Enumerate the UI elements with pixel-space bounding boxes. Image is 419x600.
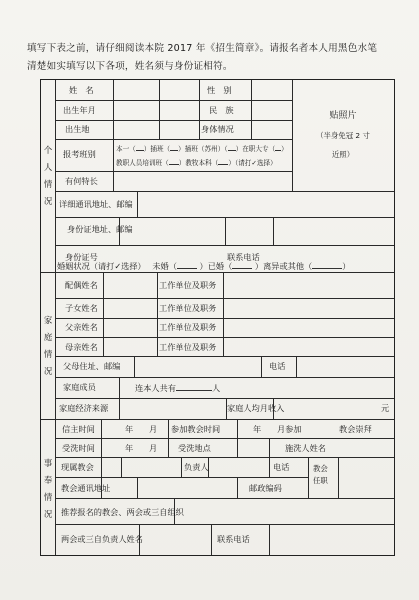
col-line	[269, 524, 270, 555]
recommender-label: 推荐报名的教会、两会或三自组织	[61, 507, 184, 517]
col-line	[137, 477, 138, 498]
row-line	[55, 356, 394, 357]
form-instructions	[27, 40, 397, 76]
photo-box	[293, 108, 393, 160]
contact-phone-label: 联系电话	[217, 534, 250, 544]
section-family-label: 家 庭 情 况	[43, 315, 53, 376]
row-line	[55, 498, 394, 499]
church-address-label: 教会通讯地址	[61, 483, 111, 493]
col-line	[103, 272, 104, 356]
children-label: 子女姓名	[65, 303, 98, 313]
current-church-label: 现属教会	[61, 462, 94, 472]
col-line	[251, 80, 252, 139]
baptism-month: 月	[149, 443, 158, 453]
row-line	[55, 398, 394, 399]
birth-date-label: 出生年月	[63, 105, 96, 115]
row-line	[55, 438, 394, 439]
mother-work-label: 工作单位及职务	[159, 342, 217, 352]
children-work-label: 工作单位及职务	[159, 303, 217, 313]
row-line	[55, 298, 394, 299]
church-post-label: 教会 任职	[313, 464, 328, 485]
parents-address-label: 父母住址、邮编	[63, 361, 121, 371]
row-line	[55, 139, 292, 140]
phone-label: 联系电话	[227, 252, 260, 262]
col-line	[269, 438, 270, 478]
address-label: 详细通讯地址、邮编	[59, 199, 133, 209]
ethnicity-label: 民 族	[209, 105, 234, 115]
col-line	[157, 272, 158, 356]
instruction-line-2: 清楚如实填写以下各项，姓名须与身份证相符。	[27, 61, 233, 72]
instruction-line-1: 填写下表之前，请仔细阅读本院 2017 年《招生简章》。请报名者本人用黑色水笔	[27, 43, 378, 54]
photo-title: 贴照片	[329, 111, 357, 121]
baptism-year: 年	[125, 443, 134, 453]
row-line	[55, 100, 292, 101]
join-month: 月参加	[277, 424, 302, 434]
church-phone-label: 电话	[273, 462, 290, 472]
talent-label: 有何特长	[65, 176, 98, 186]
row-line	[55, 477, 308, 478]
col-line	[119, 377, 120, 419]
father-label: 父亲姓名	[65, 322, 98, 332]
believe-time-label: 信主时间	[62, 424, 95, 434]
income-source-label: 家庭经济来源	[59, 403, 109, 413]
photo-note-1: （半身免冠 2 寸	[316, 131, 370, 140]
class-options-row-2: 教职人员培训班（ ）教牧本科（ ）（请打✓选择）	[116, 156, 277, 169]
join-church-label: 参加教会时间	[171, 424, 221, 434]
col-line	[338, 457, 339, 498]
income-per-capita-label: 家庭人均月收入	[227, 403, 285, 413]
baptism-time-label: 受洗时间	[62, 443, 95, 453]
col-line	[159, 80, 160, 139]
baptizer-label: 施洗人姓名	[285, 443, 326, 453]
id-number-label: 身份证号	[65, 252, 98, 262]
father-work-label: 工作单位及职务	[159, 322, 217, 332]
class-options-row-1: 本一（ ）插班（ ）插班（苏州）（ ）在职大专（ ）	[116, 142, 288, 155]
parents-phone-label: 电话	[269, 361, 286, 371]
name-label: 姓 名	[69, 85, 94, 95]
col-line	[211, 524, 212, 555]
class-label: 报考班别	[63, 149, 96, 159]
col-line	[225, 217, 226, 245]
join-year: 年	[253, 424, 262, 434]
col-line	[137, 191, 138, 217]
spouse-label: 配偶姓名	[65, 280, 98, 290]
marriage-status-row: 婚姻状况（请打✓选择） 未婚（ ）已婚（ ）离异或其他（ ）	[57, 261, 351, 271]
row-line	[55, 245, 394, 246]
row-line	[55, 120, 292, 121]
health-label: 身体情况	[201, 124, 234, 134]
col-line	[237, 477, 238, 498]
row-line	[55, 524, 394, 525]
col-line	[134, 356, 135, 377]
row-line	[55, 377, 394, 378]
family-section-divider	[41, 419, 394, 420]
col-line	[113, 80, 114, 191]
income-yuan-label: 元	[381, 403, 390, 413]
believe-year: 年	[125, 424, 134, 434]
col-line	[296, 356, 297, 377]
row-line	[55, 171, 292, 172]
col-line	[199, 80, 200, 139]
col-line	[261, 356, 262, 377]
members-count: 连本人共有 人	[135, 383, 221, 393]
mother-label: 母亲姓名	[65, 342, 98, 352]
row-line	[55, 318, 394, 319]
baptism-place-label: 受洗地点	[178, 443, 211, 453]
col-line	[308, 457, 309, 498]
col-line	[168, 419, 169, 457]
gender-label: 性 别	[207, 85, 232, 95]
col-line	[237, 419, 238, 457]
col-line	[181, 457, 182, 477]
church-worship-label: 教会崇拜	[339, 424, 372, 434]
col-line	[273, 217, 274, 245]
spouse-work-label: 工作单位及职务	[159, 280, 217, 290]
birthplace-label: 出生地	[65, 124, 90, 134]
section-personal-label: 个 人 情 况	[43, 145, 53, 206]
id-address-label: 身份证地址、邮编	[67, 224, 133, 234]
photo-note-2: 近照）	[331, 150, 355, 159]
section-service-label: 事 奉 情 况	[43, 458, 53, 519]
col-line	[223, 272, 224, 356]
postcode-label: 邮政编码	[249, 483, 282, 493]
col-line	[121, 457, 122, 477]
row-line	[55, 191, 394, 192]
personal-section-divider	[41, 272, 394, 273]
church-leader-label: 负责人	[184, 462, 209, 472]
lianghui-leader-label: 两会或三自负责人姓名	[61, 534, 143, 544]
row-line	[55, 337, 394, 338]
members-label: 家庭成员	[63, 382, 96, 392]
row-line	[55, 457, 394, 458]
registration-table	[40, 79, 395, 556]
believe-month: 月	[149, 424, 158, 434]
